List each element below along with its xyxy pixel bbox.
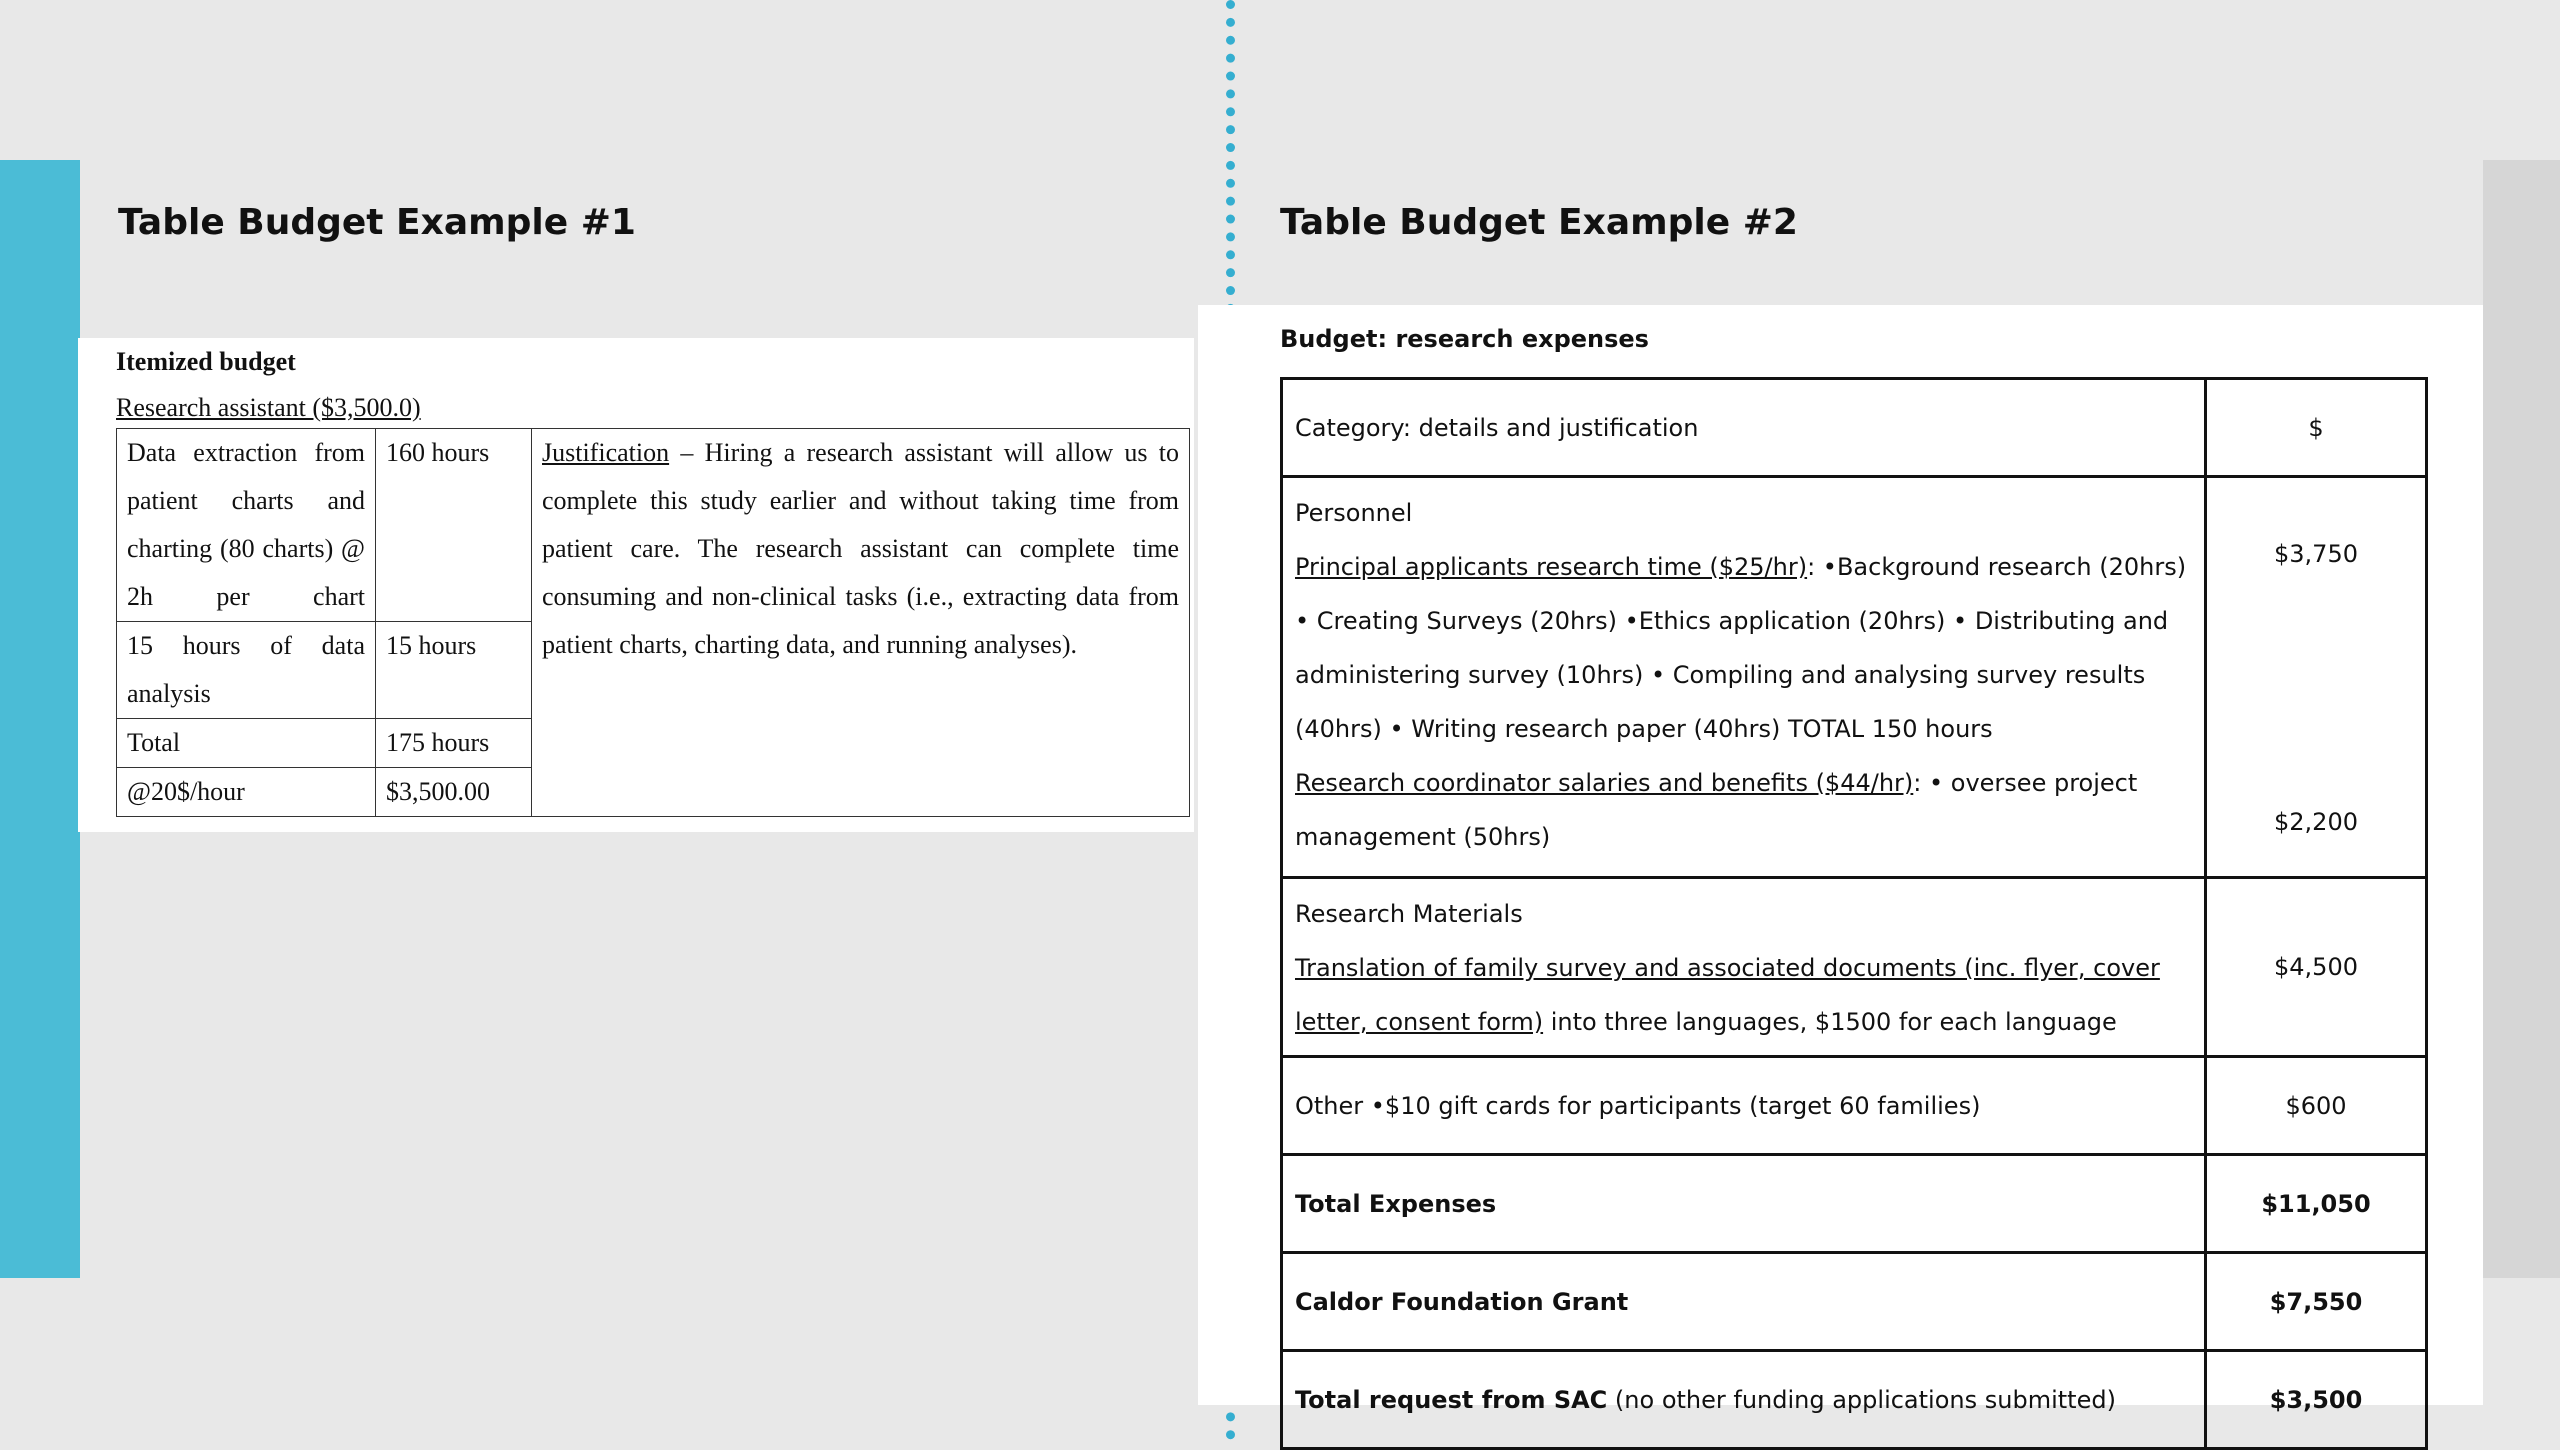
itemized-budget-table: [116, 428, 1190, 817]
table-row: [1282, 1057, 2427, 1155]
research-coordinator-amount: $2,200: [2274, 808, 2358, 836]
materials-category: Research Materials: [1295, 900, 1523, 928]
research-expenses-table: [1280, 377, 2428, 1450]
table-row: [117, 429, 1190, 622]
amount-header: $: [2206, 379, 2427, 477]
table-row: [1282, 1155, 2427, 1253]
item-cell: Data extraction from patient charts and charting (80 charts) @ 2h per chart: [117, 429, 376, 622]
example1-panel: [78, 338, 1194, 832]
other-cell: Other •$10 gift cards for participants (target 60 families): [1282, 1057, 2206, 1155]
grant-amount: $7,550: [2206, 1253, 2427, 1351]
item-cell: @20$/hour: [117, 768, 376, 817]
example2-panel: [1198, 305, 2483, 1414]
left-accent-bar: [0, 160, 80, 1278]
personnel-amounts: [2206, 477, 2427, 878]
item-cell: Total: [117, 719, 376, 768]
request-amount: $3,500: [2206, 1351, 2427, 1449]
research-coordinator-text: : • oversee project management (50hrs): [1295, 769, 2138, 851]
amount-cell: 175 hours: [376, 719, 532, 768]
request-cell: [1282, 1351, 2206, 1449]
request-label: Total request from SAC: [1295, 1385, 1608, 1414]
materials-amount: $4,500: [2206, 878, 2427, 1057]
grant-label: Caldor Foundation Grant: [1282, 1253, 2206, 1351]
research-assistant-subheading: Research assistant ($3,500.0): [116, 393, 421, 422]
personnel-cell: [1282, 477, 2206, 878]
research-expenses-heading: Budget: research expenses: [1280, 325, 1649, 353]
justification-cell: [532, 429, 1190, 817]
personnel-category: Personnel: [1295, 499, 1413, 527]
amount-cell: $3,500.00: [376, 768, 532, 817]
amount-cell: 160 hours: [376, 429, 532, 622]
right-accent-bar: [2483, 160, 2560, 1278]
translation-text: into three languages, $1500 for each language: [1543, 1008, 2117, 1036]
materials-cell: [1282, 878, 2206, 1057]
total-expenses-amount: $11,050: [2206, 1155, 2427, 1253]
principal-applicants-amount: $3,750: [2274, 540, 2358, 568]
amount-cell: 15 hours: [376, 622, 532, 719]
table-row: [1282, 1253, 2427, 1351]
table-row: [1282, 379, 2427, 477]
principal-applicants-label: Principal applicants research time ($25/hr): [1295, 553, 1808, 581]
category-header: Category: details and justification: [1282, 379, 2206, 477]
table-row: [1282, 1351, 2427, 1449]
example1-title: Table Budget Example #1: [118, 202, 636, 243]
justification-label: Justification: [542, 438, 670, 467]
principal-applicants-text: : •Background research (20hrs) • Creating Surveys (20hrs) •Ethics application (20hrs) • Distributing and administering survey (10hrs) • Compiling and analysing survey results (40hrs) • Writing research paper (40hrs) TOTAL 150 hours: [1295, 553, 2187, 743]
total-expenses-label: Total Expenses: [1282, 1155, 2206, 1253]
itemized-budget-heading: Itemized budget: [116, 347, 296, 376]
item-cell: 15 hours of data analysis: [117, 622, 376, 719]
research-coordinator-label: Research coordinator salaries and benefits ($44/hr): [1295, 769, 1914, 797]
translation-label: Translation of family survey and associated documents (inc. flyer, cover letter, consent form): [1295, 954, 2160, 1036]
example2-title: Table Budget Example #2: [1280, 202, 1798, 243]
other-amount: $600: [2206, 1057, 2427, 1155]
justification-text: – Hiring a research assistant will allow us to complete this study earlier and without taking time from patient care. The research assistant can complete time consuming and non-clinical tasks (i.e., extracting data from patient charts, charting data, and running analyses).: [542, 438, 1179, 659]
table-row: [1282, 477, 2427, 878]
request-note: (no other funding applications submitted): [1607, 1385, 2116, 1414]
table-row: [1282, 878, 2427, 1057]
